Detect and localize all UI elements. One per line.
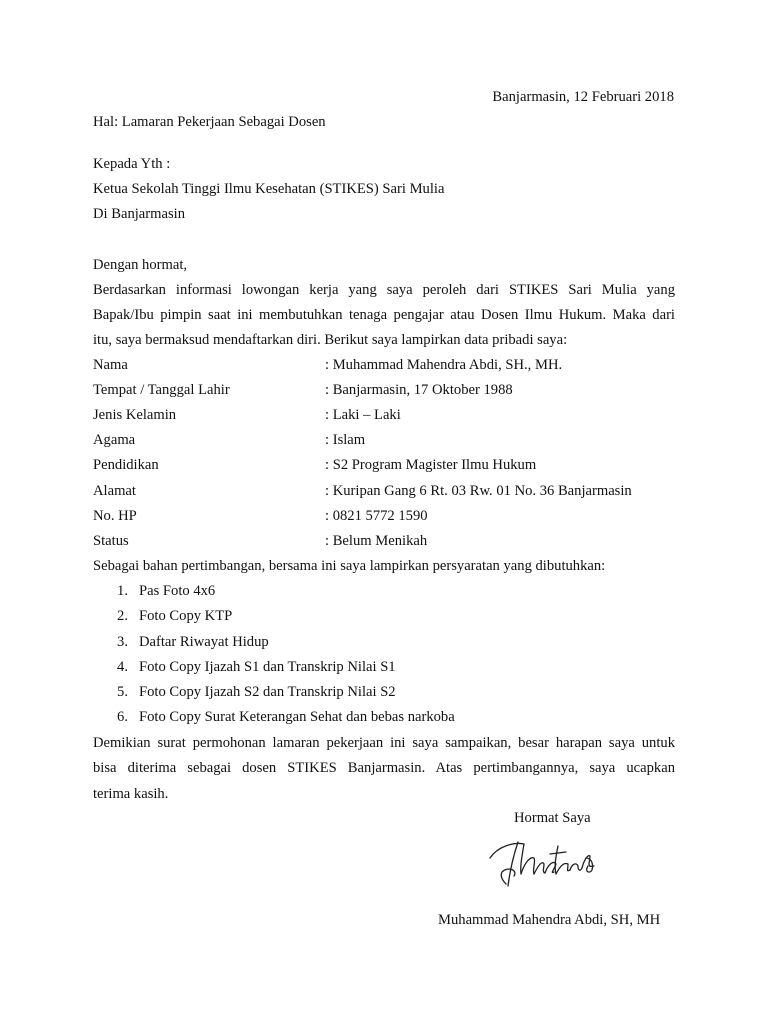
field-label-phone: No. HP [93, 508, 137, 524]
closing-line-1: Demikian surat permohonan lamaran pekerjaan ini saya sampaikan, besar harapan saya untuk [93, 735, 675, 751]
subject-line: Hal: Lamaran Pekerjaan Sebagai Dosen [93, 114, 326, 130]
intro-line-1: Berdasarkan informasi lowongan kerja yang saya peroleh dari STIKES Sari Mulia yang [93, 282, 675, 298]
field-value-status: : Belum Menikah [325, 533, 428, 549]
list-item: Foto Copy Ijazah S1 dan Transkrip Nilai S1 [139, 659, 396, 675]
field-label-education: Pendidikan [93, 457, 159, 473]
field-value-name: : Muhammad Mahendra Abdi, SH., MH. [325, 357, 563, 373]
intro-line-2: Bapak/Ibu pimpin saat ini membutuhkan tenaga pengajar atau Dosen Ilmu Hukum. Maka dari [93, 307, 675, 323]
field-value-gender: : Laki – Laki [325, 407, 401, 423]
handwritten-signature-icon [484, 836, 602, 894]
field-label-birth: Tempat / Tanggal Lahir [93, 382, 230, 398]
field-value-address: : Kuripan Gang 6 Rt. 03 Rw. 01 No. 36 Banjarmasin [325, 483, 632, 499]
closing-line-2: bisa diterima sebagai dosen STIKES Banjarmasin. Atas pertimbangannya, saya ucapkan [93, 760, 675, 776]
recipient-greeting: Kepada Yth : [93, 156, 171, 172]
field-label-status: Status [93, 533, 129, 549]
closing-line-3: terima kasih. [93, 786, 169, 802]
list-item: Pas Foto 4x6 [139, 583, 216, 599]
signer-name: Muhammad Mahendra Abdi, SH, MH [438, 912, 661, 928]
list-item-number: 4. [117, 659, 128, 675]
list-item: Foto Copy Ijazah S2 dan Transkrip Nilai S2 [139, 684, 396, 700]
field-value-religion: : Islam [325, 432, 366, 448]
place-date: Banjarmasin, 12 Februari 2018 [492, 89, 674, 105]
recipient-location: Di Banjarmasin [93, 206, 186, 222]
list-item-number: 6. [117, 709, 128, 725]
list-item: Daftar Riwayat Hidup [139, 634, 269, 650]
field-value-education: : S2 Program Magister Ilmu Hukum [325, 457, 537, 473]
list-item: Foto Copy KTP [139, 608, 233, 624]
field-label-name: Nama [93, 357, 128, 373]
field-label-address: Alamat [93, 483, 136, 499]
list-item-number: 3. [117, 634, 128, 650]
list-item-number: 1. [117, 583, 128, 599]
recipient-name: Ketua Sekolah Tinggi Ilmu Kesehatan (STIKES) Sari Mulia [93, 181, 445, 197]
field-label-gender: Jenis Kelamin [93, 407, 177, 423]
field-label-religion: Agama [93, 432, 136, 448]
field-value-birth: : Banjarmasin, 17 Oktober 1988 [325, 382, 513, 398]
salutation: Dengan hormat, [93, 257, 188, 273]
sign-off: Hormat Saya [514, 810, 591, 826]
list-item: Foto Copy Surat Keterangan Sehat dan bebas narkoba [139, 709, 455, 725]
list-item-number: 5. [117, 684, 128, 700]
field-value-phone: : 0821 5772 1590 [325, 508, 428, 524]
attachments-intro: Sebagai bahan pertimbangan, bersama ini saya lampirkan persyaratan yang dibutuhkan: [93, 558, 606, 574]
intro-line-3: itu, saya bermaksud mendaftarkan diri. Berikut saya lampirkan data pribadi saya: [93, 332, 568, 348]
list-item-number: 2. [117, 608, 128, 624]
